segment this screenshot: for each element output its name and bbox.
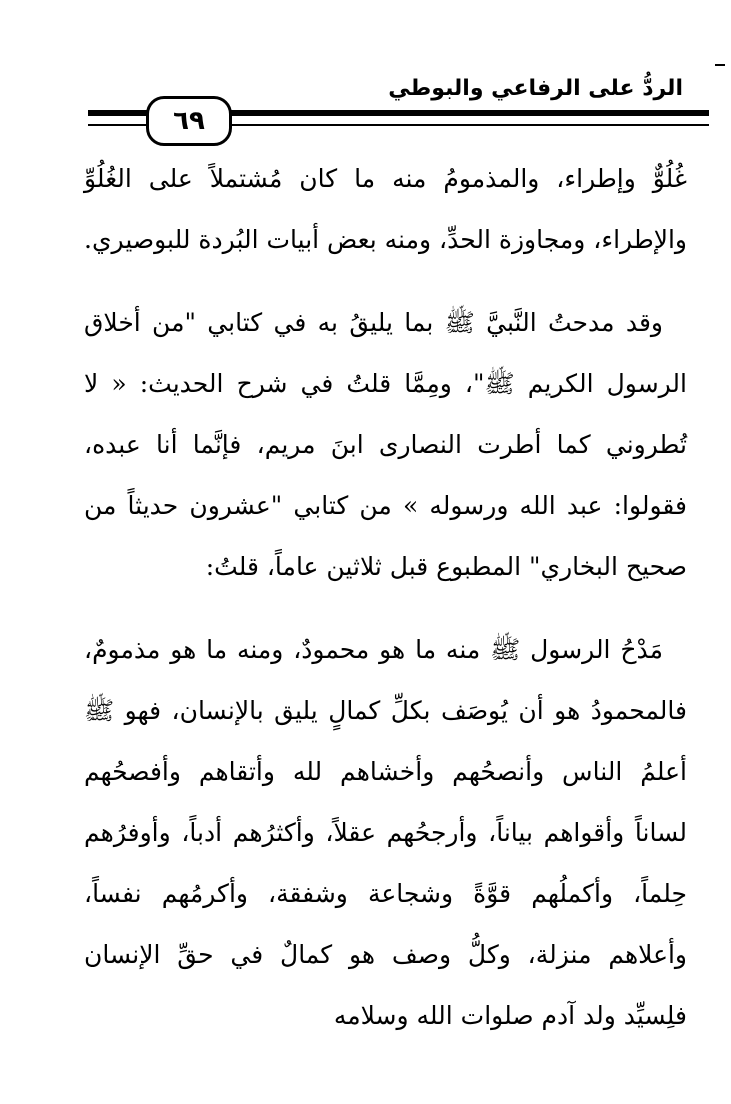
paragraph-2: وقد مدحتُ النَّبيَّ ﷺ بما يليقُ به في كتابي "من أخلاق الرسول الكريم ﷺ"، ومِمَّا قلتُ في شرح الحديث: « لا تُطروني كما أطرت النصارى ابنَ مريم، فإنَّما أنا عبده، فقولوا: عبد الله ورسوله » من كتابي "عشرون حديثاً من صحيح البخاري" المطبوع قبل ثلاثين عاماً، قلتُ: [84, 308, 687, 581]
paragraph-1: غُلُوٌّ وإطراء، والمذمومُ منه ما كان مُشتملاً على الغُلُوِّ والإطراء، ومجاوزة الحدِّ، ومنه بعض أبيات البُردة للبوصيري. [84, 164, 687, 254]
paragraph-3: مَدْحُ الرسول ﷺ منه ما هو محمودٌ، ومنه ما هو مذمومٌ، فالمحمودُ هو أن يُوصَف بكلِّ كمالٍ يليق بالإنسان، فهو ﷺ أعلمُ الناس وأنصحُهم وأخشاهم لله وأتقاهم وأفصحُهم لساناً وأقواهم بياناً، وأرجحُهم عقلاً، وأكثرُهم أدباً، وأوفرُهم حِلماً، وأكملُهم قوَّةً وشجاعة وشفقة، وأكرمُهم نفساً، وأعلاهم منزلة، وكلُّ وصف هو كمالٌ في حقِّ الإنسان فلِسيِّد ولد آدم صلوات الله وسلامه [84, 635, 687, 1030]
page-number: ٦٩ [146, 96, 232, 146]
body-text [84, 148, 687, 1046]
running-header-title: الردُّ على الرفاعي والبوطي [388, 76, 683, 101]
corner-mark [715, 64, 725, 66]
